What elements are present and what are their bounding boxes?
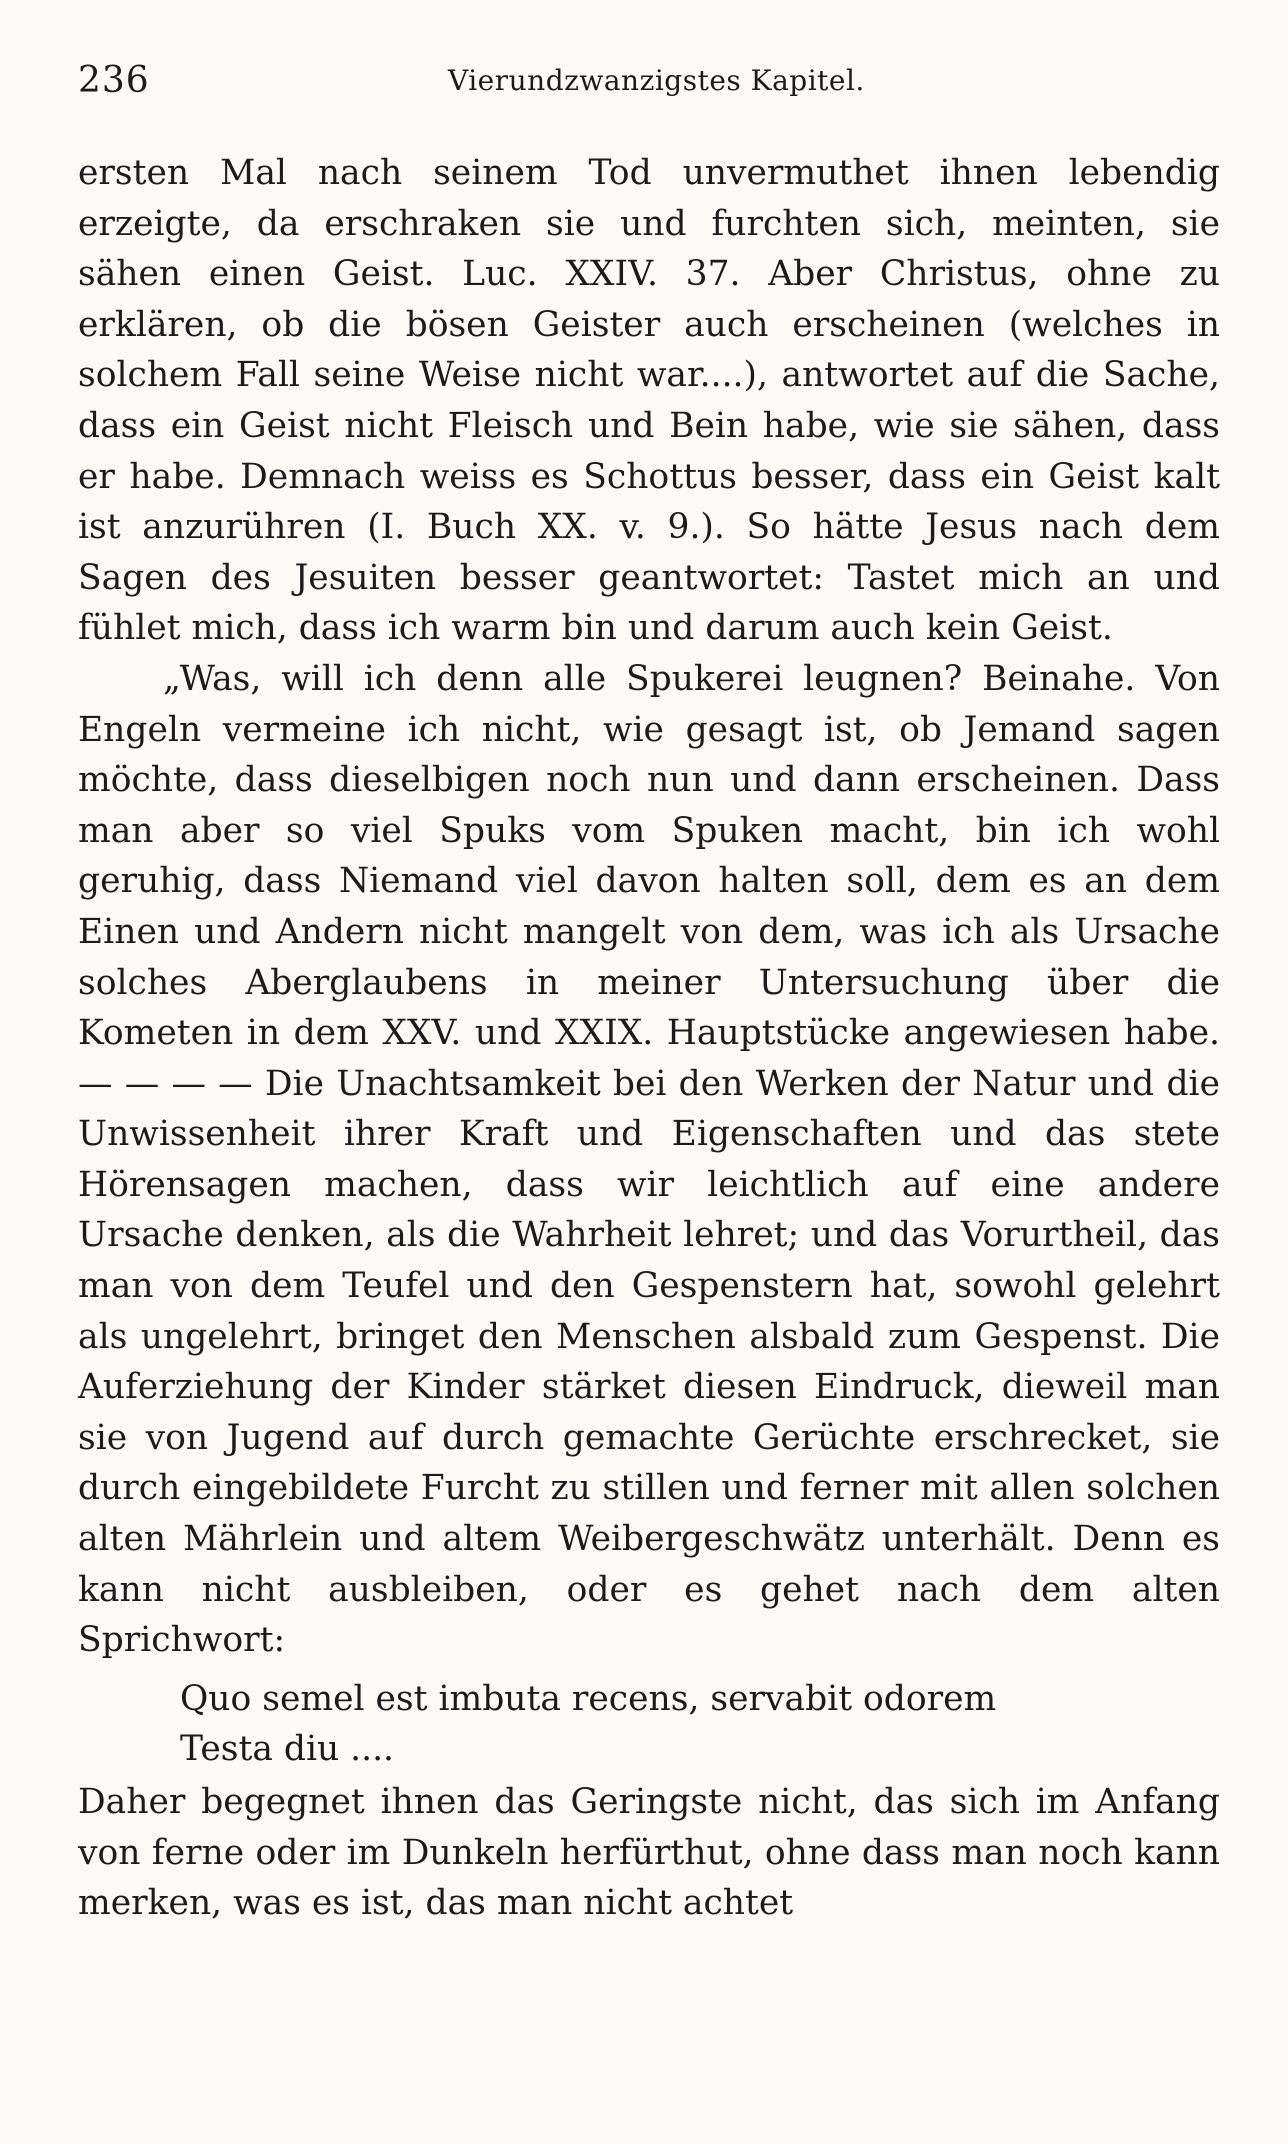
page-number: 236 [78,60,150,101]
latin-verse [180,1674,1220,1775]
verse-line-1: Quo semel est imbuta recens, servabit odorem [180,1678,997,1719]
verse-line-2: Testa diu .... [180,1729,395,1770]
chapter-title: Vierundzwanzigstes Kapitel. [448,64,865,97]
paragraph-quote: „Was, will ich denn alle Spukerei leugnen? Beinahe. Von Engeln vermeine ich nicht, wie gesagt ist, ob Jemand sagen möchte, dass dieselbigen noch nun und dann erscheinen. Dass man aber so viel Spuks vom Spuken macht, bin ich wohl geruhig, dass Niemand viel davon halten soll, dem es an dem Einen und Andern nicht mangelt von dem, was ich als Ursache solches Aberglaubens in meiner Untersuchung über die Kometen in dem XXV. und XXIX. Hauptstücke angewiesen habe. — — — — Die Unachtsamkeit bei den Werken der Natur und die Unwissenheit ihrer Kraft und Eigenschaften und das stete Hörensagen machen, dass wir leichtlich auf eine andere Ursache denken, als die Wahrheit lehret; und das Vorurtheil, das man von dem Teufel und den Gespenstern hat, sowohl gelehrt als ungelehrt, bringet den Menschen alsbald zum Gespenst. Die Auferziehung der Kinder stärket diesen Eindruck, dieweil man sie von Jugend auf durch gemachte Gerüchte erschrecket, sie durch eingebildete Furcht zu stillen und ferner mit allen solchen alten Mährlein und altem Weibergeschwätz unterhält. Denn es kann nicht ausbleiben, oder es gehet nach dem alten Sprichwort: [78,658,1220,1661]
paragraph-after-verse: Daher begegnet ihnen das Geringste nicht, das sich im Anfang von ferne oder im Dunkeln herfürthut, ohne dass man noch kann merken, was es ist, das man nicht achtet [78,1782,1220,1924]
running-head [78,60,1208,110]
body-text [78,148,1220,1929]
paragraph-continued: ersten Mal nach seinem Tod unvermuthet ihnen lebendig erzeigte, da erschraken sie und furchten sich, meinten, sie sähen einen Geist. Luc. XXIV. 37. Aber Christus, ohne zu erklären, ob die bösen Geister auch erscheinen (welches in solchem Fall seine Weise nicht war....), antwortet auf die Sache, dass ein Geist nicht Fleisch und Bein habe, wie sie sähen, dass er habe. Demnach weiss es Schottus besser, dass ein Geist kalt ist anzurühren (I. Buch XX. v. 9.). So hätte Jesus nach dem Sagen des Jesuiten besser geantwortet: Tastet mich an und fühlet mich, dass ich warm bin und darum auch kein Geist. [78,153,1220,649]
